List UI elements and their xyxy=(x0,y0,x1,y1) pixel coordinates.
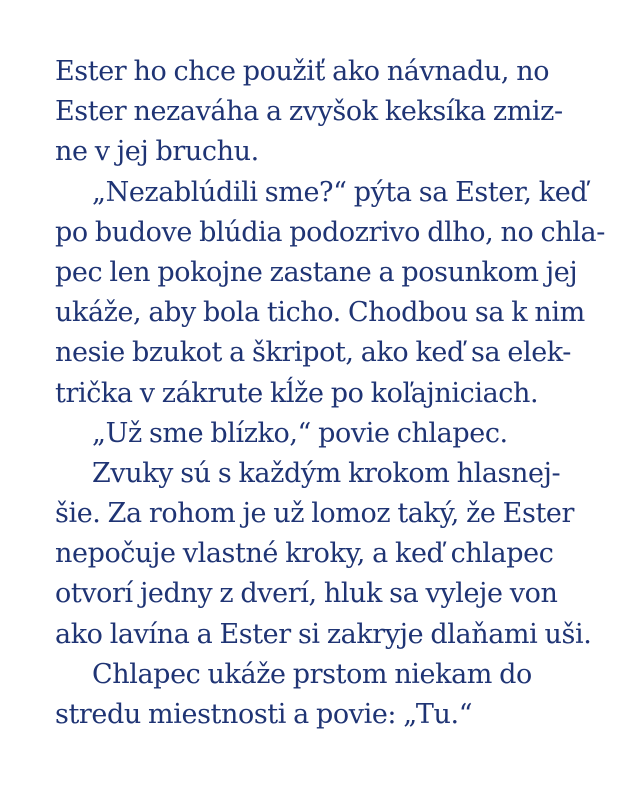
text-line: Chlapec ukáže prstom niekam do xyxy=(92,658,532,690)
text-line: ako lavína a Ester si zakryje dlaňami uši. xyxy=(55,618,592,650)
text-line: pec len pokojne zastane a posunkom jej xyxy=(55,256,578,288)
text-line: po budove blúdia podozrivo dlho, no chla- xyxy=(55,216,605,248)
text-line: Ester nezaváha a zvyšok keksíka zmiz- xyxy=(55,96,563,128)
text-line: stredu miestnosti a povie: „Tu.“ xyxy=(55,699,473,730)
text-line: nesie bzukot a škripot, ako keď sa elek- xyxy=(55,337,571,369)
text-line: otvorí jedny z dverí, hluk sa vyleje von xyxy=(55,578,558,610)
text-line: trička v zákrute kĺže po koľajniciach. xyxy=(55,377,539,409)
text-line: ukáže, aby bola ticho. Chodbou sa k nim xyxy=(55,297,585,329)
text-line: nepočuje vlastné kroky, a keď chlapec xyxy=(55,538,554,570)
text-line: „Nezablúdili sme?“ pýta sa Ester, keď xyxy=(92,176,588,208)
text-line: šie. Za rohom je už lomoz taký, že Ester xyxy=(55,498,574,530)
text-line: „Už sme blízko,“ povie chlapec. xyxy=(92,417,508,449)
text-line: ne v jej bruchu. xyxy=(55,136,259,168)
text-line: Zvuky sú s každým krokom hlasnej- xyxy=(92,457,561,489)
text-line: Ester ho chce použiť ako návnadu, no xyxy=(55,56,550,87)
body-text xyxy=(55,52,615,735)
